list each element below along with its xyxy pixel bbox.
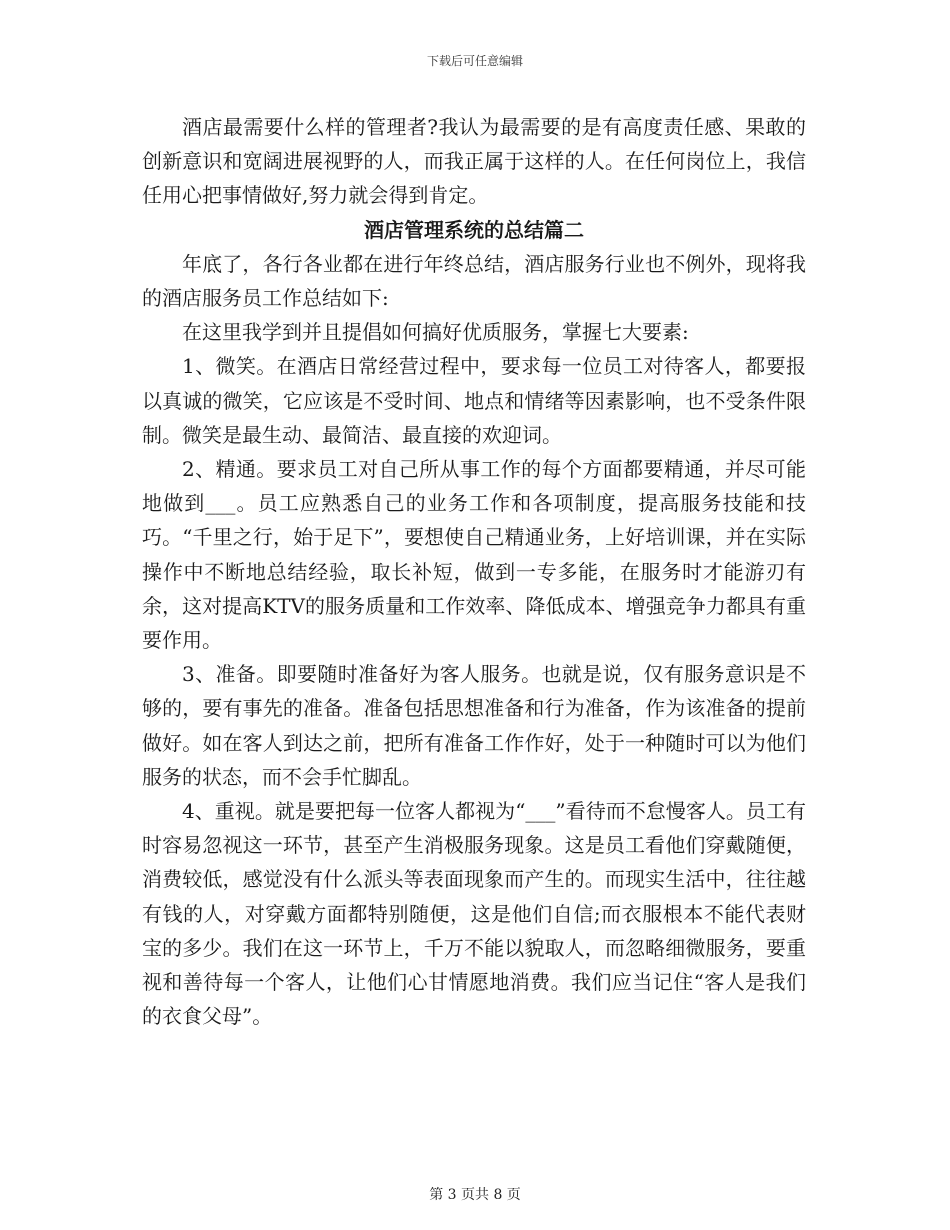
intro-paragraph: 酒店最需要什么样的管理者?我认为最需要的是有高度责任感、果敢的创新意识和宽阔进展视野的人，而我正属于这样的人。在任何岗位上，我信任用心把事情做好,努力就会得到肯定。 bbox=[142, 115, 806, 208]
body-paragraph-6: 4、重视。就是要把每一位客人都视为“___”看待而不怠慢客人。员工有时容易忽视这一环节，甚至产生消极服务现象。这是员工看他们穿戴随便，消费较低，感觉没有什么派头等表面现象而产生的。而现实生活中，往往越有钱的人，对穿戴方面都特别随便，这是他们自信;而衣服根本不能代表财宝的多少。我们在这一环节上，千万不能以貌取人，而忽略细微服务，要重视和善待每一个客人，让他们心甘情愿地消费。我们应当记住“客人是我们的衣食父母”。 bbox=[142, 799, 806, 1029]
body-paragraph-4: 2、精通。要求员工对自己所从事工作的每个方面都要精通，并尽可能地做到___。员工应熟悉自己的业务工作和各项制度，提高服务技能和技巧。“千里之行，始于足下”，要想使自己精通业务，上好培训课，并在实际操作中不断地总结经验，取长补短，做到一专多能，在服务时才能游刃有余，这对提高KTV的服务质量和工作效率、降低成本、增强竞争力都具有重要作用。 bbox=[142, 457, 806, 653]
document-body bbox=[142, 110, 806, 1033]
body-paragraph-2: 在这里我学到并且提倡如何搞好优质服务，掌握七大要素: bbox=[182, 320, 689, 345]
page-number: 第 3 页共 8 页 bbox=[429, 1187, 521, 1203]
body-paragraph-1: 年底了，各行各业都在进行年终总结，酒店服务行业也不例外，现将我的酒店服务员工作总结如下: bbox=[142, 251, 806, 311]
section-heading: 酒店管理系统的总结篇二 bbox=[364, 217, 584, 242]
body-paragraph-5: 3、准备。即要随时准备好为客人服务。也就是说，仅有服务意识是不够的，要有事先的准备。准备包括思想准备和行为准备，作为该准备的提前做好。如在客人到达之前，把所有准备工作作好，处于一种随时可以为他们服务的状态，而不会手忙脚乱。 bbox=[142, 662, 806, 789]
body-paragraph-3: 1、微笑。在酒店日常经营过程中，要求每一位员工对待客人，都要报以真诚的微笑，它应该是不受时间、地点和情绪等因素影响，也不受条件限制。微笑是最生动、最简洁、最直接的欢迎词。 bbox=[142, 354, 806, 447]
page-header-note: 下载后可任意编辑 bbox=[426, 54, 523, 68]
